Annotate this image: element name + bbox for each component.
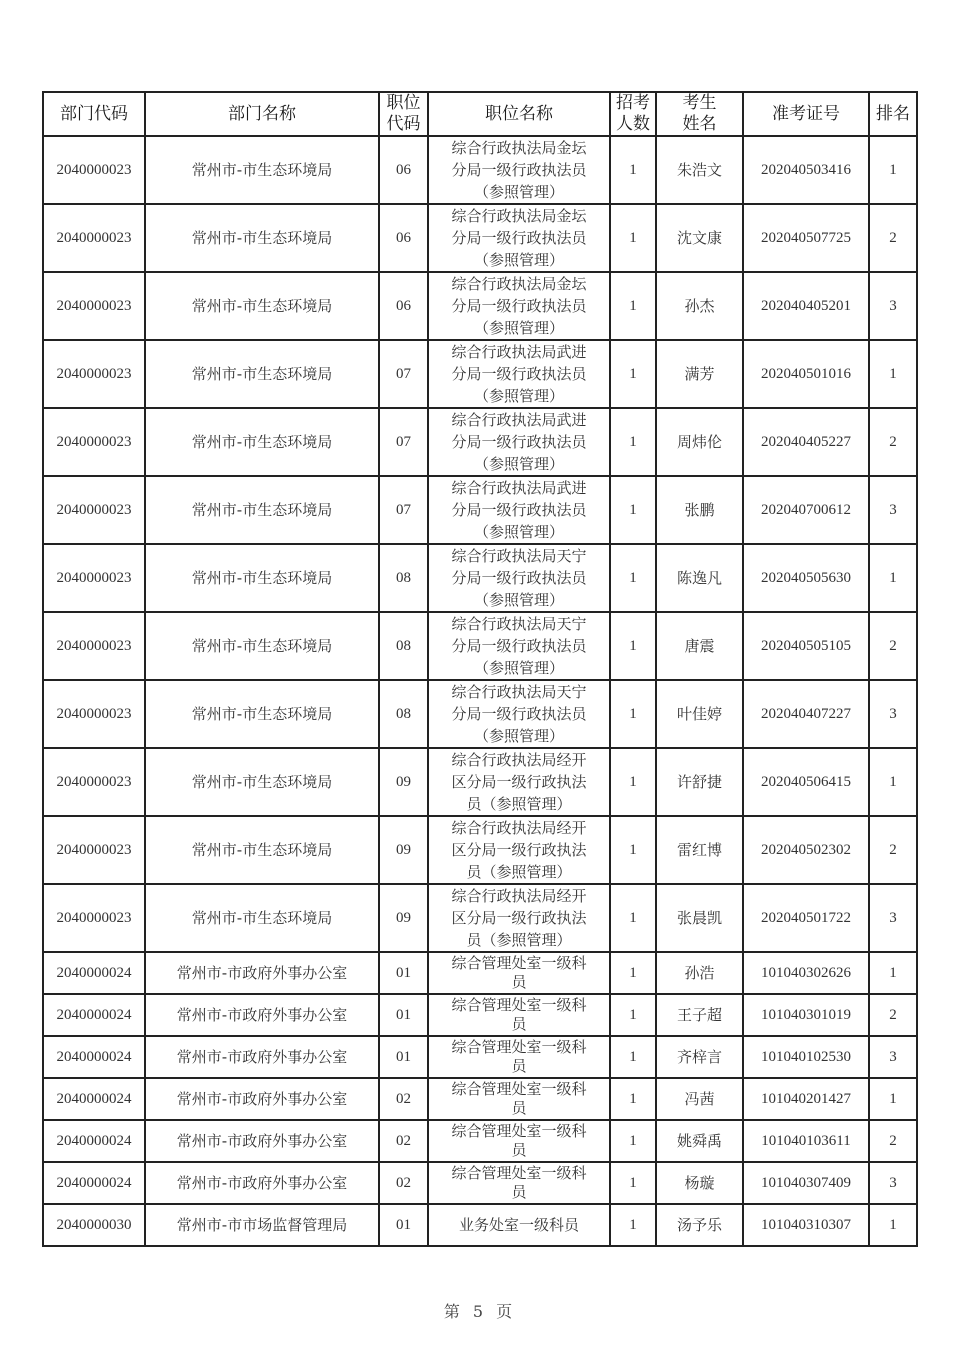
rank-cell: 1: [869, 340, 917, 408]
pos-name-line: 员: [511, 973, 527, 991]
table-row: [43, 476, 917, 544]
rank-cell: 2: [869, 204, 917, 272]
candidate-name-cell: 汤予乐: [656, 1204, 743, 1246]
pos-code-cell: 07: [379, 476, 428, 544]
pos-code-cell: 07: [379, 340, 428, 408]
dept-code-cell: 2040000023: [43, 272, 145, 340]
dept-code-cell: 2040000023: [43, 884, 145, 952]
pos-name-line: 员（参照管理）: [466, 931, 572, 949]
dept-code-cell: 2040000023: [43, 204, 145, 272]
candidate-name-cell: 陈逸凡: [656, 544, 743, 612]
pos-code-cell: 06: [379, 204, 428, 272]
pos-name-line: 分局一级行政执法员: [451, 433, 587, 451]
exam-no-cell: 101040302626: [743, 952, 869, 994]
pos-name-cell: [428, 994, 610, 1036]
pos-name-cell: [428, 136, 610, 204]
dept-code-cell: 2040000023: [43, 340, 145, 408]
header-candidate-line2: 姓名: [682, 114, 717, 134]
dept-name-cell: 常州市-市生态环境局: [145, 136, 379, 204]
pos-name-line: （参照管理）: [473, 523, 564, 541]
pos-name-cell: [428, 204, 610, 272]
pos-name-cell: [428, 884, 610, 952]
pos-code-cell: 08: [379, 680, 428, 748]
candidate-name-cell: 孙杰: [656, 272, 743, 340]
table-row: [43, 1036, 917, 1078]
header-rank: 排名: [869, 92, 917, 136]
exam-no-cell: 202040505630: [743, 544, 869, 612]
candidate-name-cell: 叶佳婷: [656, 680, 743, 748]
pos-name-line: 员: [511, 1099, 527, 1117]
pos-name-cell: [428, 1204, 610, 1246]
pos-name-line: 员: [511, 1057, 527, 1075]
rank-cell: 1: [869, 544, 917, 612]
pos-code-cell: 07: [379, 408, 428, 476]
header-pos-name: 职位名称: [428, 92, 610, 136]
pos-name-line: 业务处室一级科员: [458, 1215, 579, 1234]
header-candidate: [656, 92, 743, 136]
dept-name-cell: 常州市-市生态环境局: [145, 816, 379, 884]
dept-code-cell: 2040000023: [43, 680, 145, 748]
dept-code-cell: 2040000024: [43, 1036, 145, 1078]
candidate-name-cell: 张鹏: [656, 476, 743, 544]
quota-cell: 1: [610, 680, 656, 748]
exam-no-cell: 101040307409: [743, 1162, 869, 1204]
table-row: [43, 1162, 917, 1204]
rank-cell: 3: [869, 1036, 917, 1078]
pos-name-line: 员（参照管理）: [466, 795, 572, 813]
pos-name-line: 综合行政执法局武进: [451, 479, 587, 497]
pos-code-cell: 01: [379, 1036, 428, 1078]
dept-name-cell: 常州市-市生态环境局: [145, 204, 379, 272]
exam-no-cell: 101040310307: [743, 1204, 869, 1246]
rank-cell: 1: [869, 748, 917, 816]
table-row: [43, 680, 917, 748]
quota-cell: 1: [610, 1162, 656, 1204]
pos-name-line: （参照管理）: [473, 727, 564, 745]
dept-name-cell: 常州市-市生态环境局: [145, 884, 379, 952]
pos-name-line: 员: [511, 1015, 527, 1033]
dept-name-cell: 常州市-市生态环境局: [145, 544, 379, 612]
pos-code-cell: 08: [379, 544, 428, 612]
pos-name-cell: [428, 952, 610, 994]
rank-cell: 1: [869, 1204, 917, 1246]
candidate-name-cell: 杨璇: [656, 1162, 743, 1204]
table-row: [43, 544, 917, 612]
candidate-name-cell: 张晨凯: [656, 884, 743, 952]
pos-name-line: 分局一级行政执法员: [451, 501, 587, 519]
page-number: 第 5 页: [443, 1302, 517, 1321]
exam-no-cell: 202040501722: [743, 884, 869, 952]
candidate-name-cell: 朱浩文: [656, 136, 743, 204]
dept-name-cell: 常州市-市市场监督管理局: [145, 1204, 379, 1246]
dept-name-cell: 常州市-市政府外事办公室: [145, 952, 379, 994]
exam-no-cell: 202040502302: [743, 816, 869, 884]
exam-no-cell: 101040201427: [743, 1078, 869, 1120]
header-quota: [610, 92, 656, 136]
exam-no-cell: 101040301019: [743, 994, 869, 1036]
pos-code-cell: 02: [379, 1120, 428, 1162]
candidate-name-cell: 王子超: [656, 994, 743, 1036]
header-pos-code-line2: 代码: [386, 114, 421, 134]
dept-name-cell: 常州市-市生态环境局: [145, 680, 379, 748]
pos-name-cell: [428, 408, 610, 476]
table-row: [43, 1120, 917, 1162]
exam-no-cell: 202040506415: [743, 748, 869, 816]
pos-name-line: 区分局一级行政执法: [451, 773, 587, 791]
quota-cell: 1: [610, 476, 656, 544]
dept-code-cell: 2040000024: [43, 952, 145, 994]
rank-cell: 2: [869, 994, 917, 1036]
rank-cell: 2: [869, 408, 917, 476]
header-pos-code: [379, 92, 428, 136]
table-row: [43, 1204, 917, 1246]
table-row: [43, 994, 917, 1036]
dept-name-cell: 常州市-市生态环境局: [145, 272, 379, 340]
pos-name-line: （参照管理）: [473, 319, 564, 337]
pos-name-line: 综合行政执法局经开: [451, 819, 587, 837]
pos-code-cell: 01: [379, 952, 428, 994]
quota-cell: 1: [610, 994, 656, 1036]
pos-name-line: （参照管理）: [473, 455, 564, 473]
quota-cell: 1: [610, 544, 656, 612]
quota-cell: 1: [610, 748, 656, 816]
pos-name-line: 分局一级行政执法员: [451, 297, 587, 315]
candidate-name-cell: 孙浩: [656, 952, 743, 994]
pos-name-line: 综合管理处室一级科: [451, 954, 587, 972]
rank-cell: 3: [869, 680, 917, 748]
pos-name-line: （参照管理）: [473, 659, 564, 677]
dept-name-cell: 常州市-市政府外事办公室: [145, 1120, 379, 1162]
dept-name-cell: 常州市-市生态环境局: [145, 408, 379, 476]
dept-name-cell: 常州市-市生态环境局: [145, 748, 379, 816]
table-header: [43, 92, 917, 136]
pos-name-cell: [428, 1078, 610, 1120]
pos-name-line: 分局一级行政执法员: [451, 705, 587, 723]
candidate-name-cell: 齐梓言: [656, 1036, 743, 1078]
pos-name-cell: [428, 1162, 610, 1204]
dept-name-cell: 常州市-市政府外事办公室: [145, 1036, 379, 1078]
pos-code-cell: 09: [379, 884, 428, 952]
header-dept-code: 部门代码: [43, 92, 145, 136]
pos-name-line: 分局一级行政执法员: [451, 637, 587, 655]
rank-cell: 1: [869, 952, 917, 994]
dept-code-cell: 2040000030: [43, 1204, 145, 1246]
quota-cell: 1: [610, 204, 656, 272]
pos-name-line: 综合行政执法局金坛: [451, 139, 587, 157]
pos-name-line: （参照管理）: [473, 183, 564, 201]
exam-no-cell: 101040103611: [743, 1120, 869, 1162]
quota-cell: 1: [610, 272, 656, 340]
pos-name-cell: [428, 748, 610, 816]
rank-cell: 3: [869, 884, 917, 952]
pos-name-line: 分局一级行政执法员: [451, 229, 587, 247]
pos-name-line: 综合管理处室一级科: [451, 1080, 587, 1098]
rank-cell: 3: [869, 1162, 917, 1204]
rank-cell: 1: [869, 136, 917, 204]
pos-code-cell: 01: [379, 994, 428, 1036]
rank-cell: 3: [869, 476, 917, 544]
header-dept-name: 部门名称: [145, 92, 379, 136]
pos-name-line: 综合行政执法局金坛: [451, 275, 587, 293]
candidate-name-cell: 雷红博: [656, 816, 743, 884]
table-row: [43, 952, 917, 994]
rank-cell: 1: [869, 1078, 917, 1120]
candidate-name-cell: 沈文康: [656, 204, 743, 272]
exam-no-cell: 202040501016: [743, 340, 869, 408]
pos-name-line: 员（参照管理）: [466, 863, 572, 881]
candidate-name-cell: 唐震: [656, 612, 743, 680]
candidate-name-cell: 姚舜禹: [656, 1120, 743, 1162]
pos-name-cell: [428, 544, 610, 612]
quota-cell: 1: [610, 952, 656, 994]
pos-name-line: 分局一级行政执法员: [451, 365, 587, 383]
dept-code-cell: 2040000023: [43, 748, 145, 816]
quota-cell: 1: [610, 612, 656, 680]
rank-cell: 2: [869, 1120, 917, 1162]
table-row: [43, 884, 917, 952]
quota-cell: 1: [610, 340, 656, 408]
dept-name-cell: 常州市-市生态环境局: [145, 612, 379, 680]
rank-cell: 2: [869, 816, 917, 884]
exam-no-cell: 202040503416: [743, 136, 869, 204]
pos-name-cell: [428, 476, 610, 544]
pos-name-cell: [428, 1120, 610, 1162]
pos-name-line: 区分局一级行政执法: [451, 841, 587, 859]
pos-name-line: （参照管理）: [473, 387, 564, 405]
exam-no-cell: 202040700612: [743, 476, 869, 544]
pos-code-cell: 06: [379, 272, 428, 340]
pos-name-cell: [428, 612, 610, 680]
quota-cell: 1: [610, 408, 656, 476]
pos-code-cell: 09: [379, 816, 428, 884]
exam-no-cell: 202040405227: [743, 408, 869, 476]
quota-cell: 1: [610, 816, 656, 884]
pos-code-cell: 01: [379, 1204, 428, 1246]
pos-name-line: 综合管理处室一级科: [451, 1122, 587, 1140]
dept-code-cell: 2040000023: [43, 544, 145, 612]
pos-name-line: （参照管理）: [473, 591, 564, 609]
dept-code-cell: 2040000023: [43, 408, 145, 476]
pos-code-cell: 06: [379, 136, 428, 204]
pos-name-cell: [428, 340, 610, 408]
candidate-ranking-table: [42, 91, 918, 1247]
dept-code-cell: 2040000024: [43, 1120, 145, 1162]
pos-code-cell: 09: [379, 748, 428, 816]
table-row: [43, 816, 917, 884]
pos-name-cell: [428, 1036, 610, 1078]
candidate-name-cell: 冯茜: [656, 1078, 743, 1120]
pos-name-line: 区分局一级行政执法: [451, 909, 587, 927]
pos-name-line: 员: [511, 1141, 527, 1159]
pos-name-line: 综合管理处室一级科: [451, 996, 587, 1014]
dept-code-cell: 2040000024: [43, 1078, 145, 1120]
pos-name-line: 综合管理处室一级科: [451, 1164, 587, 1182]
dept-name-cell: 常州市-市政府外事办公室: [145, 1078, 379, 1120]
pos-name-line: 综合行政执法局天宁: [451, 615, 587, 633]
pos-code-cell: 02: [379, 1162, 428, 1204]
dept-code-cell: 2040000023: [43, 136, 145, 204]
dept-name-cell: 常州市-市生态环境局: [145, 476, 379, 544]
pos-name-cell: [428, 272, 610, 340]
quota-cell: 1: [610, 136, 656, 204]
quota-cell: 1: [610, 1120, 656, 1162]
pos-name-line: 分局一级行政执法员: [451, 569, 587, 587]
dept-code-cell: 2040000024: [43, 994, 145, 1036]
pos-name-line: 综合行政执法局经开: [451, 887, 587, 905]
pos-name-line: 综合行政执法局武进: [451, 343, 587, 361]
pos-name-line: 综合行政执法局天宁: [451, 547, 587, 565]
candidate-name-cell: 满芳: [656, 340, 743, 408]
header-quota-line2: 人数: [616, 114, 650, 134]
pos-name-cell: [428, 680, 610, 748]
pos-name-line: 综合行政执法局武进: [451, 411, 587, 429]
dept-name-cell: 常州市-市生态环境局: [145, 340, 379, 408]
dept-name-cell: 常州市-市政府外事办公室: [145, 1162, 379, 1204]
pos-name-line: 综合行政执法局天宁: [451, 683, 587, 701]
table-row: [43, 408, 917, 476]
pos-name-line: 员: [511, 1183, 527, 1201]
pos-name-line: 分局一级行政执法员: [451, 161, 587, 179]
table-row: [43, 136, 917, 204]
exam-no-cell: 202040407227: [743, 680, 869, 748]
candidate-name-cell: 周炜伦: [656, 408, 743, 476]
pos-code-cell: 08: [379, 612, 428, 680]
header-candidate-line1: 考生: [682, 93, 717, 113]
table-body: [43, 136, 917, 1246]
table-row: [43, 272, 917, 340]
exam-no-cell: 101040102530: [743, 1036, 869, 1078]
pos-name-line: 综合管理处室一级科: [451, 1038, 587, 1056]
rank-cell: 3: [869, 272, 917, 340]
dept-code-cell: 2040000024: [43, 1162, 145, 1204]
pos-name-line: （参照管理）: [473, 251, 564, 269]
table-row: [43, 612, 917, 680]
quota-cell: 1: [610, 1078, 656, 1120]
quota-cell: 1: [610, 1204, 656, 1246]
table-row: [43, 1078, 917, 1120]
table-row: [43, 204, 917, 272]
pos-name-line: 综合行政执法局金坛: [451, 207, 587, 225]
candidate-name-cell: 许舒捷: [656, 748, 743, 816]
pos-name-cell: [428, 816, 610, 884]
dept-name-cell: 常州市-市政府外事办公室: [145, 994, 379, 1036]
quota-cell: 1: [610, 884, 656, 952]
table-row: [43, 340, 917, 408]
exam-no-cell: 202040505105: [743, 612, 869, 680]
quota-cell: 1: [610, 1036, 656, 1078]
exam-no-cell: 202040405201: [743, 272, 869, 340]
header-pos-code-line1: 职位: [386, 93, 421, 113]
dept-code-cell: 2040000023: [43, 476, 145, 544]
header-exam-no: 准考证号: [743, 92, 869, 136]
pos-code-cell: 02: [379, 1078, 428, 1120]
rank-cell: 2: [869, 612, 917, 680]
dept-code-cell: 2040000023: [43, 612, 145, 680]
table-row: [43, 748, 917, 816]
exam-no-cell: 202040507725: [743, 204, 869, 272]
header-quota-line1: 招考: [616, 93, 650, 113]
pos-name-line: 综合行政执法局经开: [451, 751, 587, 769]
dept-code-cell: 2040000023: [43, 816, 145, 884]
